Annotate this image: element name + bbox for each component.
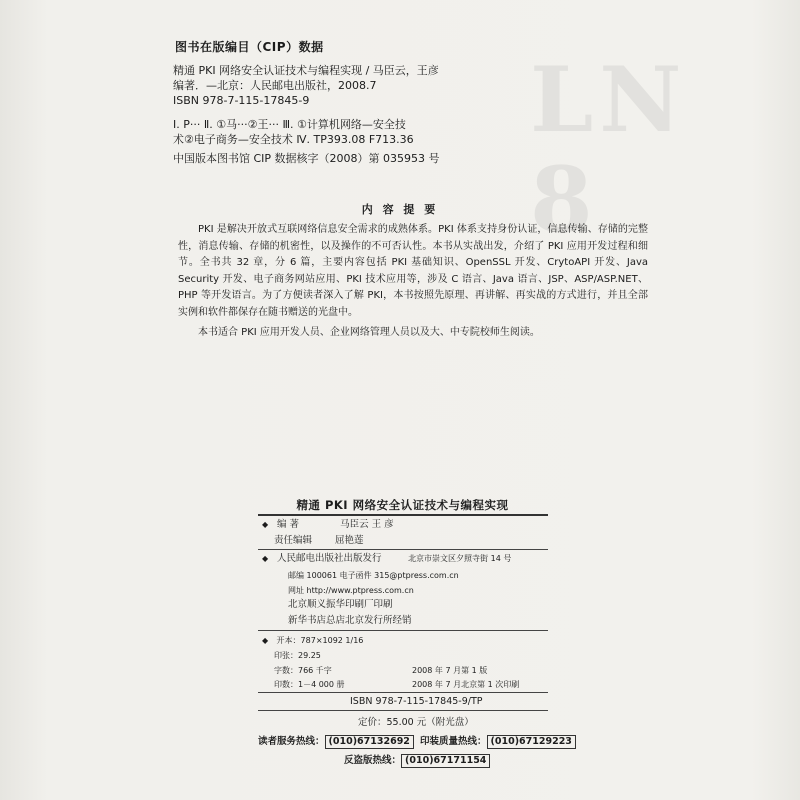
cip-line: 精通 PKI 网络安全认证技术与编程实现 / 马臣云，王彦 [173,64,439,77]
summary-title: 内 容 提 要 [361,203,439,216]
format-row [262,634,363,647]
book-isbn: ISBN 978-7-115-17845-9/TP [350,696,483,707]
summary-paragraph: PKI 是解决开放式互联网络信息安全需求的成熟体系。PKI 体系支持身份认证，信息传输、存储的完整性，消息传输、存储的机密性，以及操作的不可否认性。本书从实战出发，介绍了 PKI 应用开发过程和细节。全书共 32 章，分 6 篇，主要内容包括 PKI 基础知识、OpenSSL 开发、CrytoAPI 开发、Java Security 开发、电子商务网站应用、PKI 技术应用等，涉及 C 语言、Java 语言、JSP、ASP/ASP.NET、PHP 等开发语言。为了方便读者深入了解 PKI，本书按照先原理、再讲解、再实战的方式进行，并且全部实例和软件都保存在随书赠送的光盘中。 [178,224,648,318]
bullet-icon: ◆ [262,554,269,563]
summary-paragraph: 本书适合 PKI 应用开发人员、企业网络管理人员以及大、中专院校师生阅读。 [198,327,540,338]
summary-text [178,222,648,342]
distributor: 新华书店总店北京发行所经销 [288,615,412,626]
postcode-email: 邮编 100061 电子函件 315@ptpress.com.cn [288,571,459,580]
show-through-watermark: LN 8 [530,47,688,253]
divider [258,549,548,550]
bullet-icon: ◆ [262,636,269,645]
editor-label: 责任编辑 [274,535,313,546]
cip-line: 编著．—北京：人民邮电出版社，2008.7 [173,79,377,92]
publisher-row [262,552,511,565]
reader-service-hotline [258,733,414,749]
print-count: 印数：1－4 000 册 [274,680,345,689]
sheets: 印张：29.25 [274,651,321,660]
cip-record [173,63,643,147]
cip-isbn: ISBN 978-7-115-17845-9 [173,94,310,107]
publisher: 人民邮电出版社出版发行 [277,553,382,564]
quality-number: (010)67129223 [487,735,576,749]
divider [258,514,548,516]
cip-title: 图书在版编目（CIP）数据 [175,40,324,54]
price: 定价：55.00 元（附光盘） [358,717,474,728]
website: 网址 http://www.ptpress.com.cn [288,586,414,595]
anti-piracy-hotline [344,752,490,768]
bullet-icon: ◆ [262,520,269,529]
author-label: 编 著 [277,519,300,530]
editor-name: 屈艳莲 [335,535,364,546]
book-title: 精通 PKI 网络安全认证技术与编程实现 [296,498,509,512]
piracy-label: 反盗版热线： [344,755,402,766]
divider [258,692,548,693]
piracy-number: (010)67171154 [401,754,490,768]
edition: 2008 年 7 月第 1 版 [412,666,488,675]
cip-number: 中国版本图书馆 CIP 数据核字（2008）第 035953 号 [173,152,440,165]
quality-label: 印装质量热线： [420,736,487,747]
author-row [262,518,394,531]
service-number: (010)67132692 [325,735,414,749]
cip-classification: 术②电子商务—安全技术 Ⅳ. TP393.08 F713.36 [173,133,414,146]
divider [258,630,548,631]
publisher-address: 北京市崇文区夕照寺街 14 号 [408,554,512,563]
book-format: 开本：787×1092 1/16 [276,636,364,645]
service-label: 读者服务热线： [258,736,325,747]
cip-classification: Ⅰ. P··· Ⅱ. ①马···②王··· Ⅲ. ①计算机网络—安全技 [173,118,406,131]
editor-row [274,534,364,547]
printer: 北京顺义振华印刷厂印刷 [288,599,393,610]
word-count: 字数：766 千字 [274,666,332,675]
authors: 马臣云 王 彦 [340,519,394,530]
quality-hotline [420,733,576,749]
divider [258,710,548,711]
printing: 2008 年 7 月北京第 1 次印刷 [412,680,520,689]
